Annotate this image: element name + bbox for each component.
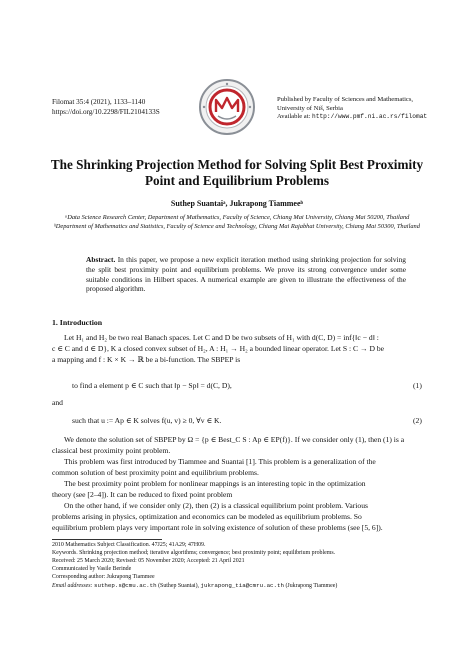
footnote-msc: 2010 Mathematics Subject Classification. 47J25; 41A29; 47H09. <box>52 542 206 548</box>
intro-paragraph-4-line-1: The best proximity point problem for nonlinear mappings is an interesting topic in the optimization <box>64 479 366 488</box>
available-at-line <box>277 112 427 121</box>
intro-paragraph-5-line-3: equilibrium problem plays very important role in solving existence of solution of these problems (see [5, 6]). <box>52 523 383 532</box>
footnote-communicated: Communicated by Vasile Berinde <box>52 566 132 572</box>
university-seal-logo <box>198 78 256 136</box>
abstract-text: In this paper, we propose a new explicit iteration method using shrinking projection for solving the split best proximity point and equilibrium problems. We prove its strong convergence under some suitable conditions in Hilbert spaces. A numerical example are given to illustrate the effectiveness of the proposed algorithm. <box>86 255 406 294</box>
affiliation-a: ᵃData Science Research Center, Department of Mathematics, Faculty of Science, Chiang Mai University, Chiang Mai 50200, Thailand <box>64 214 410 221</box>
email-owner-suantai: (Suthep Suantai), <box>156 583 201 589</box>
intro-paragraph-3-line-1: This problem was first introduced by Tiammee and Suantai [1]. This problem is a generalization of the <box>64 457 376 466</box>
title-line-1: The Shrinking Projection Method for Solving Split Best Proximity <box>50 157 424 172</box>
journal-citation: Filomat 35:4 (2021), 1133–1140 <box>52 98 146 106</box>
equation-1: to find a element p ∈ C such that ‖p − Sp‖ = d(C, D), <box>72 381 232 390</box>
available-prefix: Available at: <box>277 113 313 120</box>
affiliation-b: ᵇDepartment of Mathematics and Statistics, Faculty of Science and Technology, Chiang Mai Rajabhat University, Chiang Mai 50300, Thailand <box>54 223 420 230</box>
footnote-keywords: Keywords. Shrinking projection method; iterative algorithms; convergence; best proximity point; equilibrium problems. <box>52 550 336 556</box>
intro-paragraph-5-line-1: On the other hand, if we consider only (2), then (2) is a classical equilibrium point problem. Various <box>64 501 368 510</box>
journal-url-link[interactable]: http://www.pmf.ni.ac.rs/filomat <box>312 113 428 120</box>
section-heading-introduction: 1. Introduction <box>52 318 103 327</box>
intro-paragraph-5-line-2: problems arising in physics, optimization and economics can be modeled as equilibrium problems. So <box>52 512 362 521</box>
email-link-tiammee[interactable]: jukrapong_tia@cmru.ac.th <box>200 582 284 589</box>
publisher-line-2: University of Niš, Serbia <box>277 104 343 112</box>
intro-paragraph-1-line-2: c ∈ C and d ∈ D}, K a closed convex subset of H₂, A : H₁ → H₂ a bounded linear operator. Let S : C → D be <box>52 344 385 353</box>
intro-paragraph-2-line-2: classical best proximity point problem. <box>52 446 171 455</box>
doi-link[interactable]: https://doi.org/10.2298/FIL2104133S <box>52 108 160 116</box>
title-line-2: Point and Equilibrium Problems <box>144 173 330 188</box>
equation-1-number: (1) <box>413 381 422 390</box>
email-owner-tiammee: (Jukrapong Tiammee) <box>283 583 338 589</box>
author-list: Suthep Suantaiᵃ, Jukrapong Tiammeeᵇ <box>170 199 304 208</box>
footnote-emails <box>52 582 337 591</box>
email-prefix: Email addresses: <box>52 583 94 589</box>
intro-paragraph-2-line-1: We denote the solution set of SBPEP by Ω = {p ∈ Best_C S : Ap ∈ EP(f)}. If we consider only (1), then (1) is a <box>64 435 405 444</box>
equation-2-number: (2) <box>413 416 422 425</box>
intro-paragraph-3-line-2: common solution of best proximity point and equilibrium problems. <box>52 468 259 477</box>
footnote-corresponding: Corresponding author: Jukrapong Tiammee <box>52 574 155 580</box>
abstract-label: Abstract. <box>86 255 116 264</box>
footnote-received: Received: 25 March 2020; Revised: 05 November 2020; Accepted: 21 April 2021 <box>52 558 245 564</box>
paper-title <box>40 157 434 189</box>
intro-paragraph-1-line-3: a mapping and f : K × K → ℝ be a bi-function. The SBPEP is <box>52 355 241 364</box>
intro-paragraph-4-line-2: theory (see [2–4]). It can be reduced to fixed point problem <box>52 490 233 499</box>
and-connector: and <box>52 398 63 407</box>
abstract <box>86 255 406 294</box>
email-link-suantai[interactable]: suthep.s@cmu.ac.th <box>94 582 157 589</box>
publisher-line-1: Published by Faculty of Sciences and Mathematics, <box>277 96 414 103</box>
equation-2: such that u := Ap ∈ K solves f(u, v) ≥ 0, ∀v ∈ K. <box>72 416 222 425</box>
intro-paragraph-1-line-1: Let H₁ and H₂ be two real Banach spaces. Let C and D be two subsets of H₁ with d(C, D) = inf{‖c − d‖ : <box>64 333 379 342</box>
footnote-divider <box>52 539 162 540</box>
